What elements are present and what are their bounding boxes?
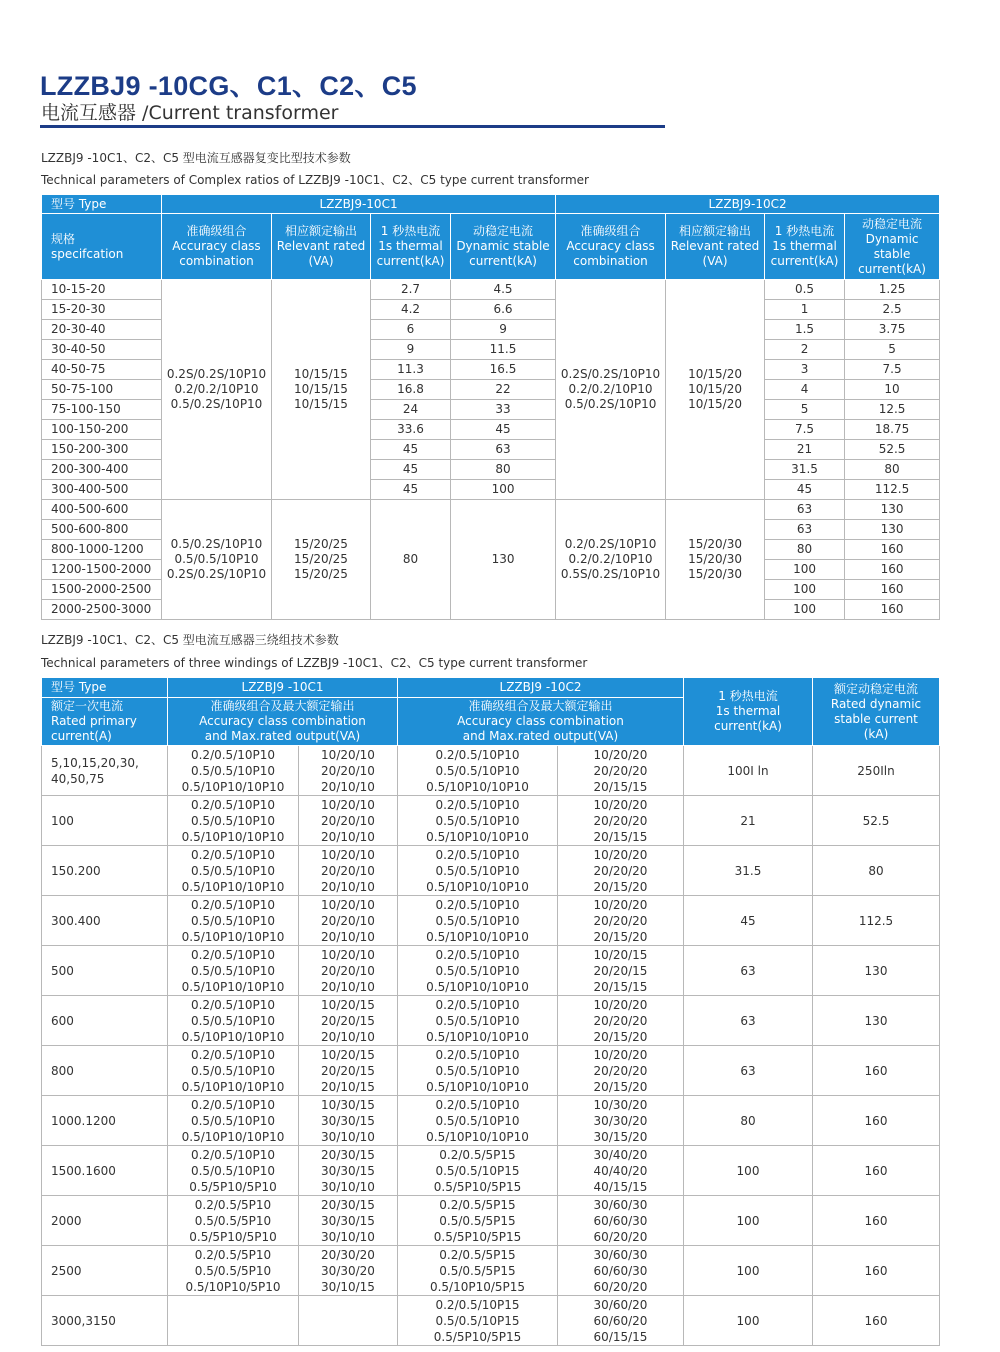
c2-thermal-cell: 2 (765, 340, 845, 360)
t2-dynamic-header: 额定动稳定电流 Rated dynamic stable current (kA) (813, 678, 940, 746)
c2-output-cell: 10/15/20 10/15/20 10/15/20 (666, 280, 765, 500)
c2-dynamic-cell: 52.5 (845, 440, 940, 460)
c2-thermal-cell: 1.5 (765, 320, 845, 340)
dynamic-current-cell: 160 (813, 1146, 940, 1196)
table-row (42, 500, 940, 520)
c2-output-cell: 15/20/30 15/20/30 15/20/30 (666, 500, 765, 620)
dynamic-current-cell: 250Iln (813, 746, 940, 796)
c2-thermal-cell: 7.5 (765, 420, 845, 440)
primary-current-cell: 150.200 (42, 846, 168, 896)
c2-accuracy-cell: 0.2/0.5/5P15 0.5/0.5/5P15 0.5/10P10/5P15 (398, 1246, 558, 1296)
page-subtitle: 电流互感器 /Current transformer (41, 102, 339, 124)
table-row (42, 1196, 940, 1246)
thermal-current-cell: 100I ln (684, 746, 813, 796)
table-row (42, 746, 940, 796)
thermal-current-cell: 100 (684, 1246, 813, 1296)
c2-accuracy-cell: 0.2/0.5/10P10 0.5/0.5/10P10 0.5/10P10/10P10 (398, 1046, 558, 1096)
c1-accuracy-cell: 0.2/0.5/10P10 0.5/0.5/10P10 0.5/10P10/10P10 (168, 1096, 299, 1146)
t2-model-c1-header: LZZBJ9 -10C1 (168, 678, 398, 698)
c2-output-cell: 10/20/15 20/20/15 20/15/15 (558, 946, 684, 996)
c1-dynamic-cell: 100 (451, 480, 556, 500)
table-row (42, 896, 940, 946)
spec-cell: 400-500-600 (42, 500, 162, 520)
c2-accuracy-cell: 0.2/0.5/10P10 0.5/0.5/10P10 0.5/10P10/10P10 (398, 746, 558, 796)
t2-type-header: 型号 Type (42, 678, 168, 698)
c1-thermal-cell: 4.2 (371, 300, 451, 320)
thermal-current-cell: 63 (684, 946, 813, 996)
c2-thermal-cell: 21 (765, 440, 845, 460)
c2-dynamic-cell: 3.75 (845, 320, 940, 340)
c1-thermal-cell: 9 (371, 340, 451, 360)
c1-dynamic-cell: 45 (451, 420, 556, 440)
primary-current-cell: 300.400 (42, 896, 168, 946)
spec-cell: 1200-1500-2000 (42, 560, 162, 580)
c1-dynamic-cell: 4.5 (451, 280, 556, 300)
c1-output-cell: 20/30/15 30/30/15 30/10/10 (299, 1146, 398, 1196)
primary-current-cell: 600 (42, 996, 168, 1046)
primary-current-cell: 1500.1600 (42, 1146, 168, 1196)
primary-current-cell: 500 (42, 946, 168, 996)
c2-output-cell: 10/20/20 20/20/20 20/15/20 (558, 896, 684, 946)
c2-dynamic-cell: 1.25 (845, 280, 940, 300)
c1-thermal-cell: 33.6 (371, 420, 451, 440)
c1-thermal-cell: 45 (371, 440, 451, 460)
model-c1-header: LZZBJ9-10C1 (162, 195, 556, 214)
c1-output-cell (299, 1296, 398, 1346)
dynamic-current-cell: 160 (813, 1246, 940, 1296)
table2-caption-cn: LZZBJ9 -10C1、C2、C5 型电流互感器三绕组技术参数 (41, 633, 339, 647)
type-header: 型号 Type (42, 195, 162, 214)
table-row (42, 846, 940, 896)
spec-cell: 10-15-20 (42, 280, 162, 300)
thermal-current-cell: 63 (684, 1046, 813, 1096)
c2-accuracy-header: 准确级组合 Accuracy class combination (556, 214, 666, 280)
c1-output-cell: 10/15/15 10/15/15 10/15/15 (272, 280, 371, 500)
c2-dynamic-cell: 130 (845, 520, 940, 540)
c2-thermal-cell: 45 (765, 480, 845, 500)
primary-current-cell: 2000 (42, 1196, 168, 1246)
table-row (42, 796, 940, 846)
c1-accuracy-cell: 0.2/0.5/10P10 0.5/0.5/10P10 0.5/10P10/10P10 (168, 846, 299, 896)
c1-thermal-cell: 11.3 (371, 360, 451, 380)
c2-thermal-cell: 1 (765, 300, 845, 320)
c1-thermal-cell: 24 (371, 400, 451, 420)
spec-cell: 15-20-30 (42, 300, 162, 320)
c2-dynamic-cell: 160 (845, 600, 940, 620)
c1-dynamic-header: 动稳定电流 Dynamic stable current(kA) (451, 214, 556, 280)
t2-primary-header: 额定一次电流 Rated primary current(A) (42, 698, 168, 746)
c1-accuracy-cell: 0.5/0.2S/10P10 0.5/0.5/10P10 0.2S/0.2S/10P10 (162, 500, 272, 620)
c1-output-cell: 20/30/20 30/30/20 30/10/15 (299, 1246, 398, 1296)
c2-thermal-cell: 5 (765, 400, 845, 420)
c1-output-cell: 20/30/15 30/30/15 30/10/10 (299, 1196, 398, 1246)
dynamic-current-cell: 130 (813, 946, 940, 996)
c2-output-header: 相应额定输出 Relevant rated (VA) (666, 214, 765, 280)
c1-output-cell: 10/20/15 20/20/15 20/10/10 (299, 996, 398, 1046)
primary-current-cell: 1000.1200 (42, 1096, 168, 1146)
c2-dynamic-cell: 160 (845, 580, 940, 600)
c2-accuracy-cell: 0.2/0.5/10P10 0.5/0.5/10P10 0.5/10P10/10P10 (398, 896, 558, 946)
c2-output-cell: 10/20/20 20/20/20 20/15/15 (558, 746, 684, 796)
c2-thermal-cell: 31.5 (765, 460, 845, 480)
c1-output-header: 相应额定输出 Relevant rated (VA) (272, 214, 371, 280)
c2-dynamic-header: 动稳定电流 Dynamic stable current(kA) (845, 214, 940, 280)
thermal-current-cell: 80 (684, 1096, 813, 1146)
c1-accuracy-cell: 0.2/0.5/5P10 0.5/0.5/5P10 0.5/10P10/5P10 (168, 1246, 299, 1296)
c2-dynamic-cell: 18.75 (845, 420, 940, 440)
c2-output-cell: 10/30/20 30/30/20 30/15/20 (558, 1096, 684, 1146)
c2-output-cell: 30/40/20 40/40/20 40/15/15 (558, 1146, 684, 1196)
model-c2-header: LZZBJ9-10C2 (556, 195, 940, 214)
title-underline (40, 125, 665, 128)
c2-accuracy-cell: 0.2/0.5/10P10 0.5/0.5/10P10 0.5/10P10/10P10 (398, 796, 558, 846)
c2-dynamic-cell: 80 (845, 460, 940, 480)
c2-thermal-cell: 80 (765, 540, 845, 560)
t2-model-c2-header: LZZBJ9 -10C2 (398, 678, 684, 698)
table-row (42, 946, 940, 996)
c2-dynamic-cell: 160 (845, 560, 940, 580)
c1-accuracy-cell: 0.2/0.5/10P10 0.5/0.5/10P10 0.5/10P10/10P10 (168, 746, 299, 796)
c2-thermal-cell: 3 (765, 360, 845, 380)
page-title: LZZBJ9 -10CG、C1、C2、C5 (40, 71, 417, 101)
c2-output-cell: 10/20/20 20/20/20 20/15/15 (558, 796, 684, 846)
dynamic-current-cell: 160 (813, 1096, 940, 1146)
c1-thermal-cell: 45 (371, 460, 451, 480)
c2-accuracy-cell: 0.2/0.5/5P15 0.5/0.5/10P15 0.5/5P10/5P15 (398, 1146, 558, 1196)
c2-dynamic-cell: 7.5 (845, 360, 940, 380)
dynamic-current-cell: 112.5 (813, 896, 940, 946)
c2-thermal-cell: 100 (765, 560, 845, 580)
c1-thermal-header: 1 秒热电流 1s thermal current(kA) (371, 214, 451, 280)
t2-c1-accuracy-header: 准确级组合及最大额定输出 Accuracy class combination and Max.rated output(VA) (168, 698, 398, 746)
thermal-current-cell: 100 (684, 1196, 813, 1246)
primary-current-cell: 3000,3150 (42, 1296, 168, 1346)
three-windings-table (41, 677, 940, 1346)
thermal-current-cell: 21 (684, 796, 813, 846)
c2-accuracy-cell: 0.2/0.5/10P10 0.5/0.5/10P10 0.5/10P10/10P10 (398, 946, 558, 996)
c1-dynamic-cell: 6.6 (451, 300, 556, 320)
dynamic-current-cell: 52.5 (813, 796, 940, 846)
c2-accuracy-cell: 0.2/0.2S/10P10 0.2/0.2/10P10 0.5S/0.2S/10P10 (556, 500, 666, 620)
c1-dynamic-cell: 80 (451, 460, 556, 480)
dynamic-current-cell: 130 (813, 996, 940, 1046)
spec-cell: 150-200-300 (42, 440, 162, 460)
c1-accuracy-header: 准确级组合 Accuracy class combination (162, 214, 272, 280)
spec-cell: 30-40-50 (42, 340, 162, 360)
spec-header: 规格 specifcation (42, 214, 162, 280)
c2-thermal-cell: 100 (765, 600, 845, 620)
c1-output-cell: 10/20/10 20/20/10 20/10/10 (299, 746, 398, 796)
thermal-current-cell: 31.5 (684, 846, 813, 896)
c2-accuracy-cell: 0.2/0.5/10P15 0.5/0.5/10P15 0.5/5P10/5P15 (398, 1296, 558, 1346)
c2-thermal-cell: 4 (765, 380, 845, 400)
c1-output-cell: 10/20/10 20/20/10 20/10/10 (299, 796, 398, 846)
c2-dynamic-cell: 112.5 (845, 480, 940, 500)
c1-output-cell: 10/30/15 30/30/15 30/10/10 (299, 1096, 398, 1146)
c1-output-cell: 10/20/10 20/20/10 20/10/10 (299, 896, 398, 946)
thermal-current-cell: 45 (684, 896, 813, 946)
c1-accuracy-cell: 0.2/0.5/10P10 0.5/0.5/10P10 0.5/10P10/10P10 (168, 946, 299, 996)
c1-thermal-cell: 6 (371, 320, 451, 340)
thermal-current-cell: 63 (684, 996, 813, 1046)
table-row (42, 1296, 940, 1346)
c2-dynamic-cell: 130 (845, 500, 940, 520)
c2-output-cell: 30/60/20 60/60/20 60/15/15 (558, 1296, 684, 1346)
c1-output-cell: 10/20/15 20/20/15 20/10/15 (299, 1046, 398, 1096)
spec-cell: 300-400-500 (42, 480, 162, 500)
t2-thermal-header: 1 秒热电流 1s thermal current(kA) (684, 678, 813, 746)
dynamic-current-cell: 160 (813, 1196, 940, 1246)
c2-thermal-cell: 63 (765, 520, 845, 540)
c1-dynamic-cell: 9 (451, 320, 556, 340)
c1-output-cell: 15/20/25 15/20/25 15/20/25 (272, 500, 371, 620)
c2-accuracy-cell: 0.2/0.5/10P10 0.5/0.5/10P10 0.5/10P10/10P10 (398, 996, 558, 1046)
complex-ratio-table (41, 194, 940, 620)
c1-accuracy-cell: 0.2/0.5/5P10 0.5/0.5/5P10 0.5/5P10/5P10 (168, 1196, 299, 1246)
dynamic-current-cell: 80 (813, 846, 940, 896)
c2-output-cell: 30/60/30 60/60/30 60/20/20 (558, 1246, 684, 1296)
c1-output-cell: 10/20/10 20/20/10 20/10/10 (299, 946, 398, 996)
table-row (42, 1246, 940, 1296)
c2-thermal-cell: 0.5 (765, 280, 845, 300)
c1-output-cell: 10/20/10 20/20/10 20/10/10 (299, 846, 398, 896)
spec-cell: 800-1000-1200 (42, 540, 162, 560)
spec-cell: 40-50-75 (42, 360, 162, 380)
spec-cell: 20-30-40 (42, 320, 162, 340)
table2-caption-en: Technical parameters of three windings of LZZBJ9 -10C1、C2、C5 type current transformer (41, 656, 588, 670)
c2-dynamic-cell: 5 (845, 340, 940, 360)
c1-thermal-cell: 80 (371, 500, 451, 620)
c1-accuracy-cell: 0.2/0.5/10P10 0.5/0.5/10P10 0.5/10P10/10P10 (168, 796, 299, 846)
dynamic-current-cell: 160 (813, 1046, 940, 1096)
spec-cell: 500-600-800 (42, 520, 162, 540)
c2-output-cell: 10/20/20 20/20/20 20/15/20 (558, 846, 684, 896)
table-row (42, 996, 940, 1046)
c1-dynamic-cell: 63 (451, 440, 556, 460)
table1-caption-en: Technical parameters of Complex ratios of LZZBJ9 -10C1、C2、C5 type current transformer (41, 173, 589, 187)
spec-cell: 100-150-200 (42, 420, 162, 440)
c1-accuracy-cell: 0.2S/0.2S/10P10 0.2/0.2/10P10 0.5/0.2S/10P10 (162, 280, 272, 500)
c1-dynamic-cell: 33 (451, 400, 556, 420)
dynamic-current-cell: 160 (813, 1296, 940, 1346)
c2-thermal-cell: 100 (765, 580, 845, 600)
c1-accuracy-cell (168, 1296, 299, 1346)
c2-thermal-cell: 63 (765, 500, 845, 520)
c2-dynamic-cell: 10 (845, 380, 940, 400)
c2-dynamic-cell: 12.5 (845, 400, 940, 420)
spec-cell: 2000-2500-3000 (42, 600, 162, 620)
c2-accuracy-cell: 0.2S/0.2S/10P10 0.2/0.2/10P10 0.5/0.2S/10P10 (556, 280, 666, 500)
c1-dynamic-cell: 16.5 (451, 360, 556, 380)
c2-dynamic-cell: 2.5 (845, 300, 940, 320)
table-row (42, 1096, 940, 1146)
thermal-current-cell: 100 (684, 1146, 813, 1196)
c1-dynamic-cell: 11.5 (451, 340, 556, 360)
c2-thermal-header: 1 秒热电流 1s thermal current(kA) (765, 214, 845, 280)
c1-dynamic-cell: 22 (451, 380, 556, 400)
c2-accuracy-cell: 0.2/0.5/10P10 0.5/0.5/10P10 0.5/10P10/10P10 (398, 1096, 558, 1146)
primary-current-cell (42, 746, 168, 796)
c1-accuracy-cell: 0.2/0.5/10P10 0.5/0.5/10P10 0.5/10P10/10P10 (168, 996, 299, 1046)
c1-thermal-cell: 2.7 (371, 280, 451, 300)
c2-dynamic-cell: 160 (845, 540, 940, 560)
c2-output-cell: 10/20/20 20/20/20 20/15/20 (558, 996, 684, 1046)
table1-caption-cn: LZZBJ9 -10C1、C2、C5 型电流互感器复变比型技术参数 (41, 151, 351, 165)
c2-output-cell: 30/60/30 60/60/30 60/20/20 (558, 1196, 684, 1246)
spec-cell: 75-100-150 (42, 400, 162, 420)
c1-accuracy-cell: 0.2/0.5/10P10 0.5/0.5/10P10 0.5/10P10/10P10 (168, 896, 299, 946)
c1-accuracy-cell: 0.2/0.5/10P10 0.5/0.5/10P10 0.5/5P10/5P10 (168, 1146, 299, 1196)
c1-accuracy-cell: 0.2/0.5/10P10 0.5/0.5/10P10 0.5/10P10/10P10 (168, 1046, 299, 1096)
primary-current-cell: 100 (42, 796, 168, 846)
t2-c2-accuracy-header: 准确级组合及最大额定输出 Accuracy class combination and Max.rated output(VA) (398, 698, 684, 746)
spec-cell: 200-300-400 (42, 460, 162, 480)
spec-cell: 1500-2000-2500 (42, 580, 162, 600)
c2-accuracy-cell: 0.2/0.5/5P15 0.5/0.5/5P15 0.5/5P10/5P15 (398, 1196, 558, 1246)
c2-accuracy-cell: 0.2/0.5/10P10 0.5/0.5/10P10 0.5/10P10/10P10 (398, 846, 558, 896)
thermal-current-cell: 100 (684, 1296, 813, 1346)
c1-thermal-cell: 16.8 (371, 380, 451, 400)
c1-thermal-cell: 45 (371, 480, 451, 500)
primary-current-cell: 2500 (42, 1246, 168, 1296)
table-row (42, 280, 940, 300)
c2-output-cell: 10/20/20 20/20/20 20/15/20 (558, 1046, 684, 1096)
c1-dynamic-cell: 130 (451, 500, 556, 620)
spec-cell: 50-75-100 (42, 380, 162, 400)
table-row (42, 1146, 940, 1196)
primary-current-text: 5,10,15,20,30, 40,50,75 (51, 755, 139, 786)
table-row (42, 1046, 940, 1096)
primary-current-cell: 800 (42, 1046, 168, 1096)
